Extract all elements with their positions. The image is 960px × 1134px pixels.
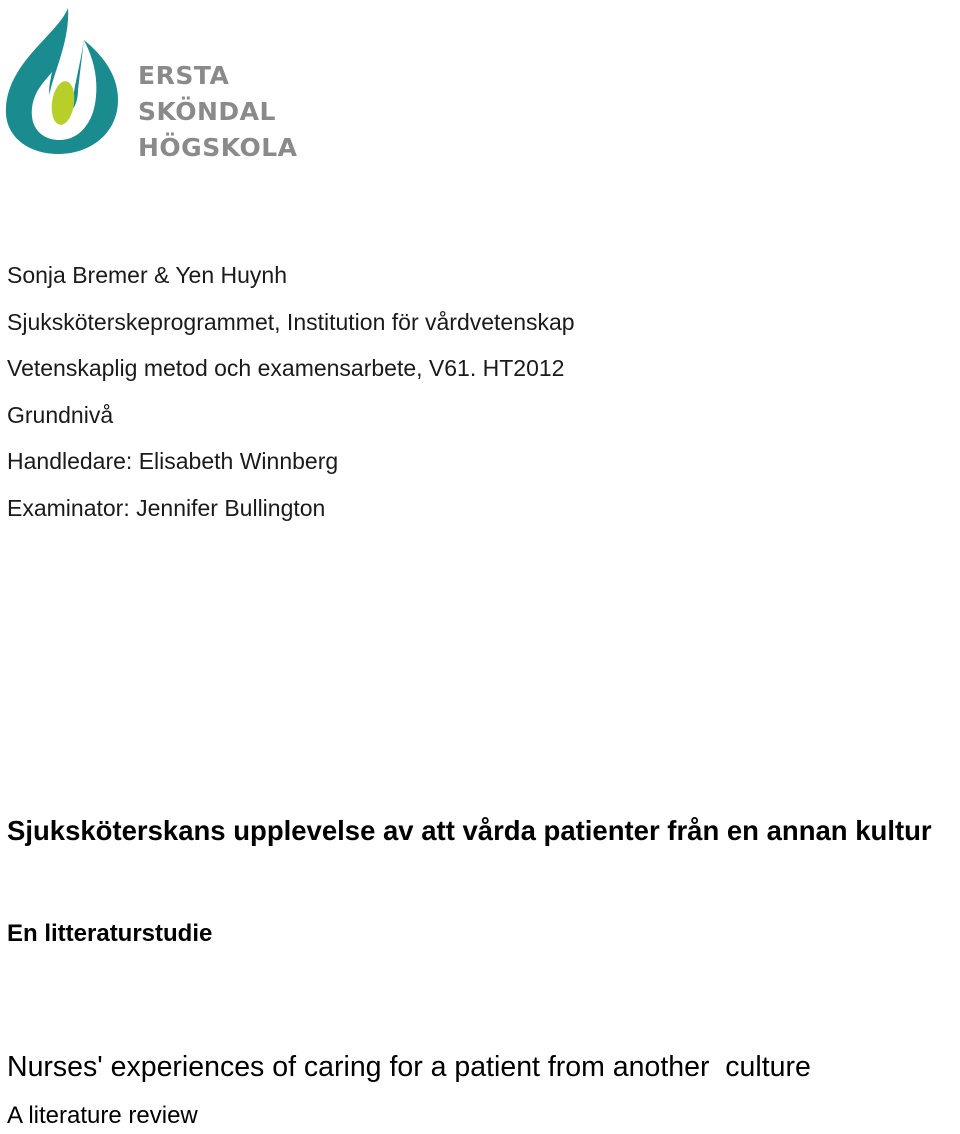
- logo-line-sondal: SKÖNDAL: [138, 97, 276, 126]
- thesis-subtitle-english: A literature review: [7, 1102, 198, 1129]
- course: Vetenskaplig metod och examensarbete, V61. HT2012: [7, 355, 565, 381]
- authors: Sonja Bremer & Yen Huynh: [7, 262, 288, 288]
- logo-line-hogskola: HÖGSKOLA: [138, 133, 298, 162]
- logo-wordmark: [138, 58, 297, 166]
- examiner: Examinator: Jennifer Bullington: [7, 494, 326, 521]
- thesis-metadata: [7, 252, 575, 531]
- thesis-subtitle-swedish: En litteraturstudie: [7, 920, 213, 947]
- drop-logo-icon: [0, 0, 130, 160]
- thesis-title-english: Nurses' experiences of caring for a patient from another culture: [7, 1051, 811, 1083]
- program: Sjuksköterskeprogrammet, Institution för vårdvetenskap: [7, 308, 575, 335]
- logo-line-ersta: ERSTA: [138, 61, 230, 90]
- level: Grundnivå: [7, 401, 114, 428]
- thesis-title-swedish: Sjuksköterskans upplevelse av att vårda patienter från en annan kultur: [7, 815, 932, 846]
- supervisor: Handledare: Elisabeth Winnberg: [7, 448, 339, 474]
- university-logo: [0, 0, 300, 165]
